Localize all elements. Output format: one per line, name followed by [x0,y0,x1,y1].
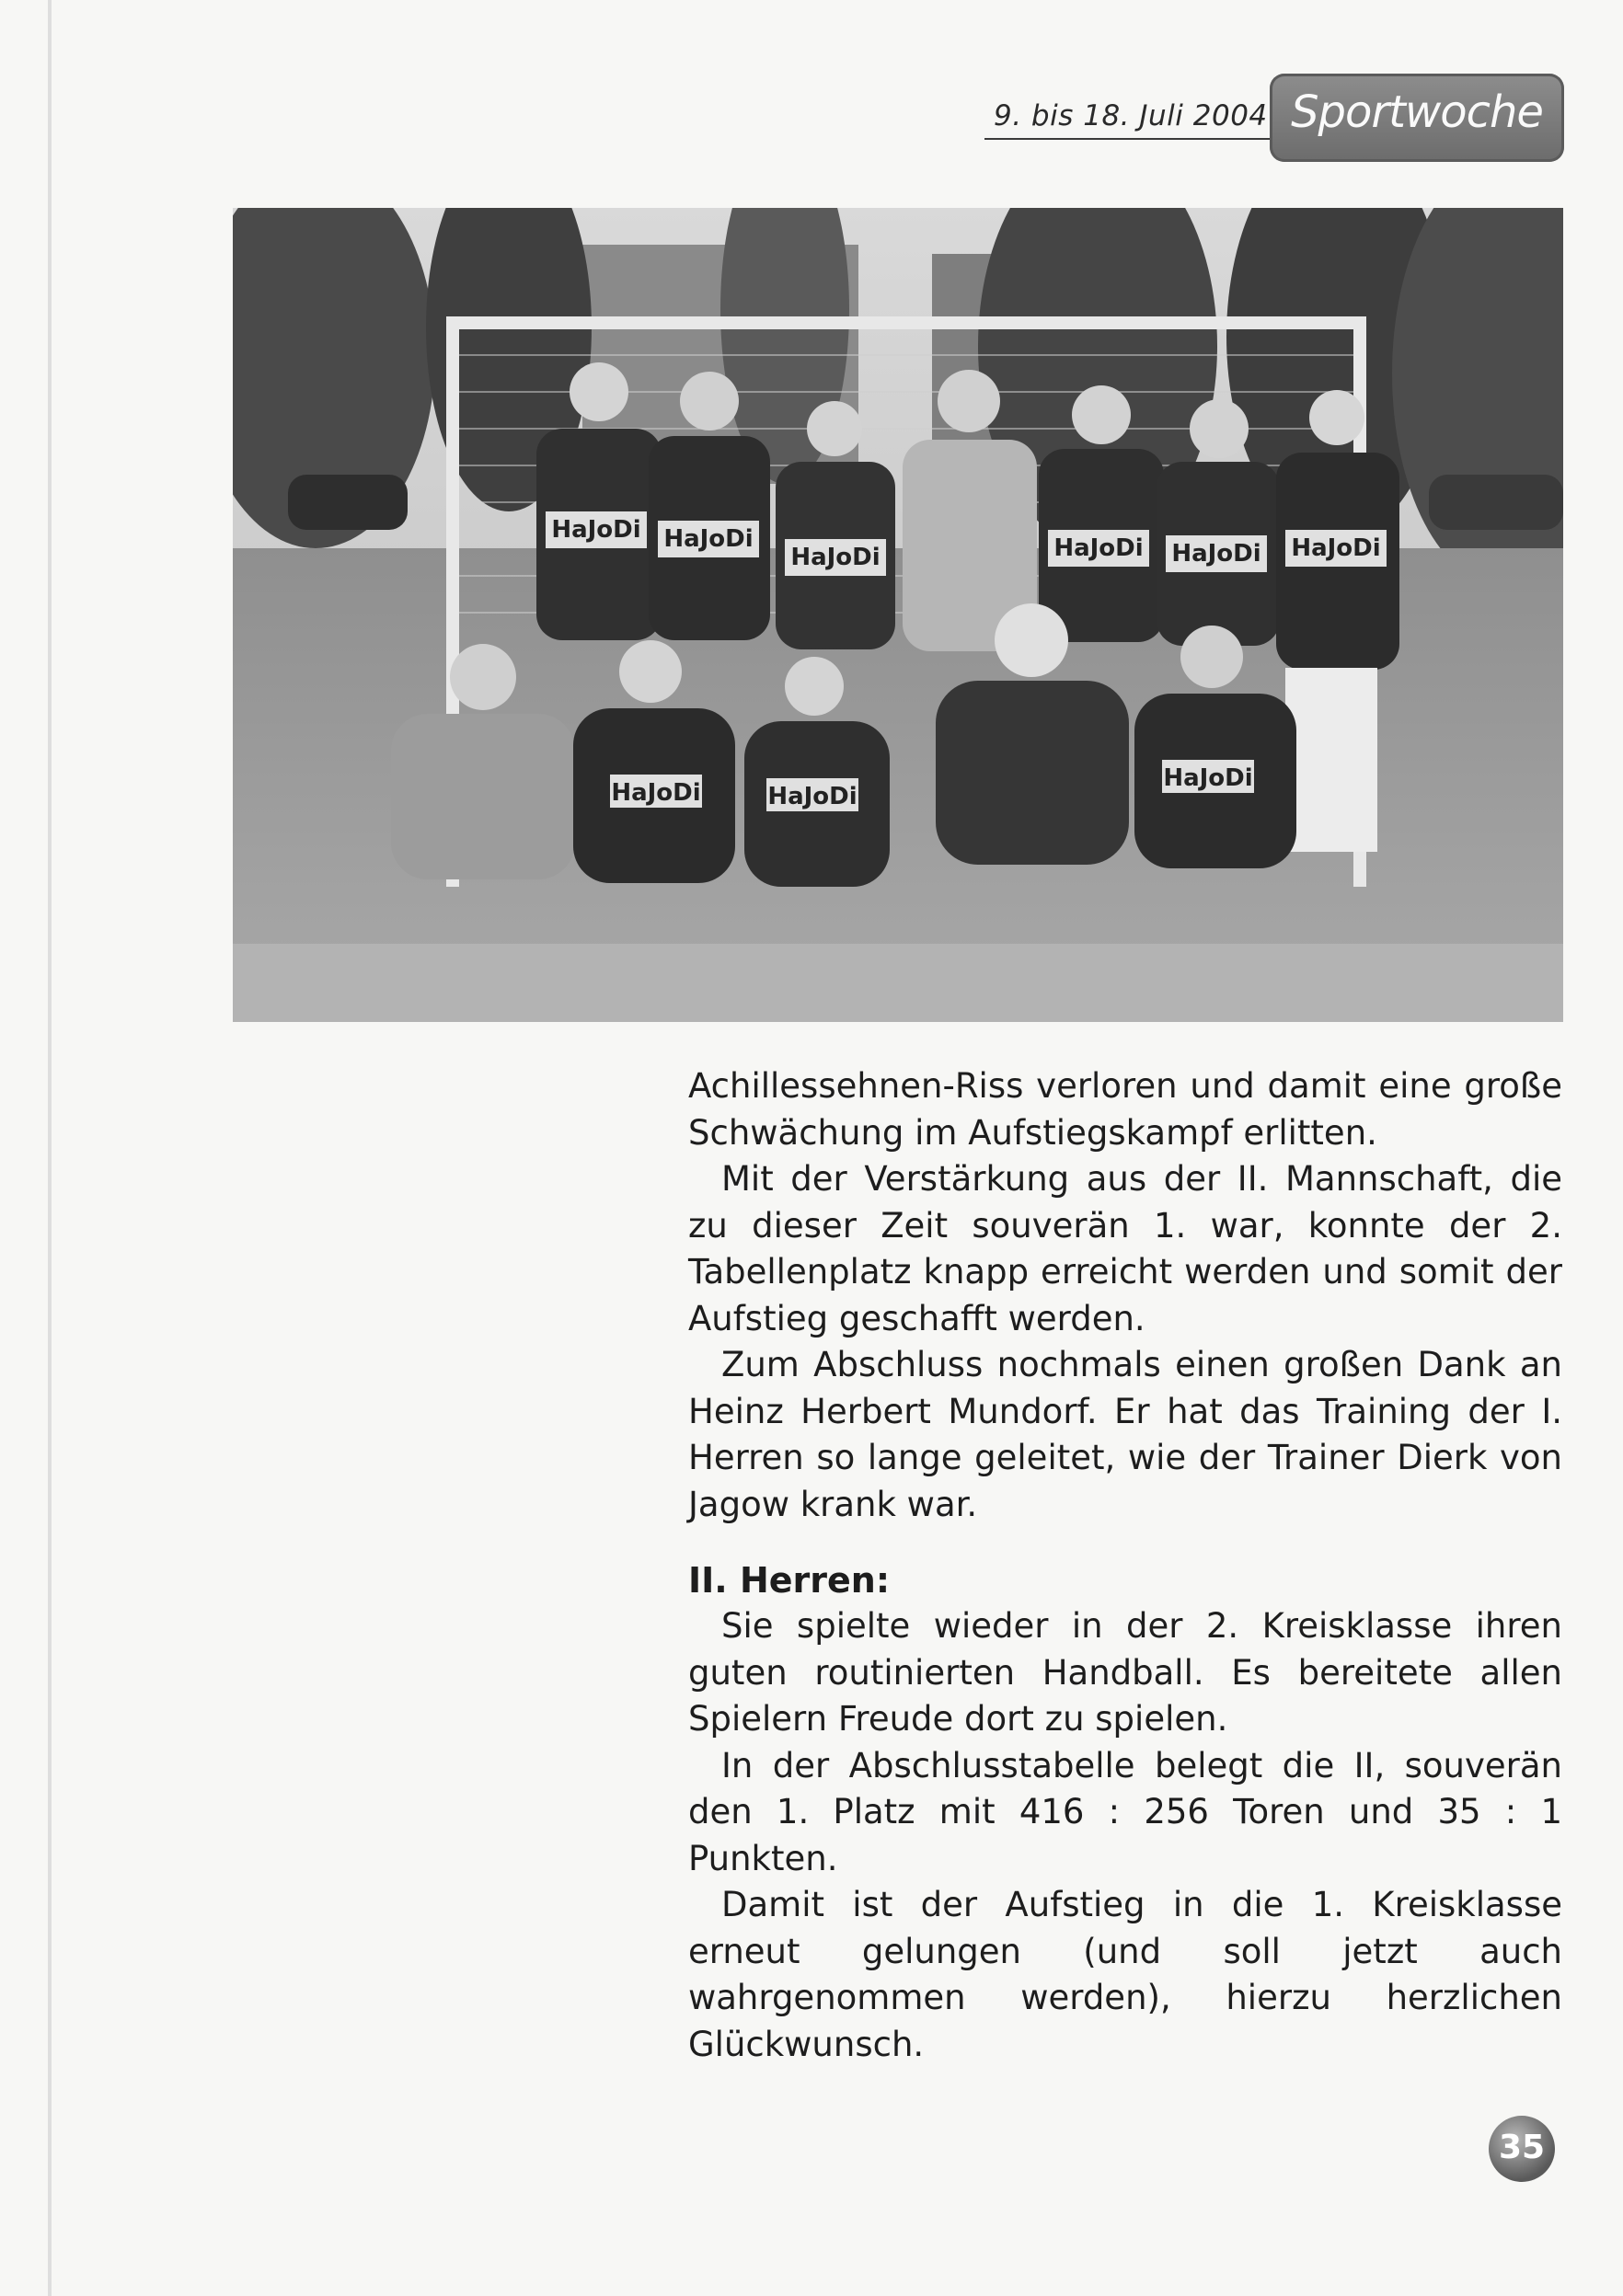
team-photo-illustration [233,208,1563,1022]
paragraph: Zum Abschluss nochmals einen großen Dank an Heinz Herbert Mundorf. Er hat das Training der I. Herren so lange geleitet, wie der Trainer Dierk von Jagow krank war. [688,1345,1562,1524]
page-number: 35 [1498,2129,1546,2166]
article-body [688,1063,1562,2068]
jersey-sponsor-text: HaJoDi [663,525,754,553]
jersey-sponsor-text: HaJoDi [1171,540,1261,568]
section-heading: II. Herren: [688,1560,891,1601]
jersey-sponsor-text: HaJoDi [790,544,881,571]
header-date: 9. bis 18. Juli 2004 [994,99,1268,132]
badge-label: Sportwoche [1291,86,1543,138]
jersey-sponsor-text: HaJoDi [551,516,641,544]
paragraph: In der Abschlusstabelle belegt die II, souverän den 1. Platz mit 416 : 256 Toren und 35 : 1 Punkten. [688,1745,1562,1878]
sportwoche-badge [1270,74,1564,162]
team-photo [233,208,1563,1022]
jersey-sponsor-text: HaJoDi [1053,534,1144,562]
paragraph: Sie spielte wieder in der 2. Kreisklasse ihren guten routinierten Handball. Es bereitete allen Spielern Freude dort zu spielen. [688,1606,1562,1739]
jersey-sponsor-text: HaJoDi [1291,534,1381,562]
paragraph: Achillessehnen-Riss verloren und damit eine große Schwächung im Aufstiegskampf erlitten. [688,1066,1562,1153]
header-rule [984,138,1279,140]
paragraph: Damit ist der Aufstieg in die 1. Kreisklasse erneut gelungen (und soll jetzt auch wahrgenommen werden), hierzu herzlichen Glückwunsch. [688,1885,1562,2064]
page-header [975,74,1564,162]
jersey-sponsor-text: HaJoDi [1163,764,1253,792]
paragraph: Mit der Verstärkung aus der II. Mannschaft, die zu dieser Zeit souverän 1. war, konnte der 2. Tabellenplatz knapp erreicht werden und somit der Aufstieg geschafft werden. [688,1159,1562,1338]
page-number-badge [1489,2116,1555,2182]
jersey-sponsor-text: HaJoDi [767,783,858,810]
scan-edge [48,0,52,2296]
jersey-sponsor-text: HaJoDi [611,779,701,807]
